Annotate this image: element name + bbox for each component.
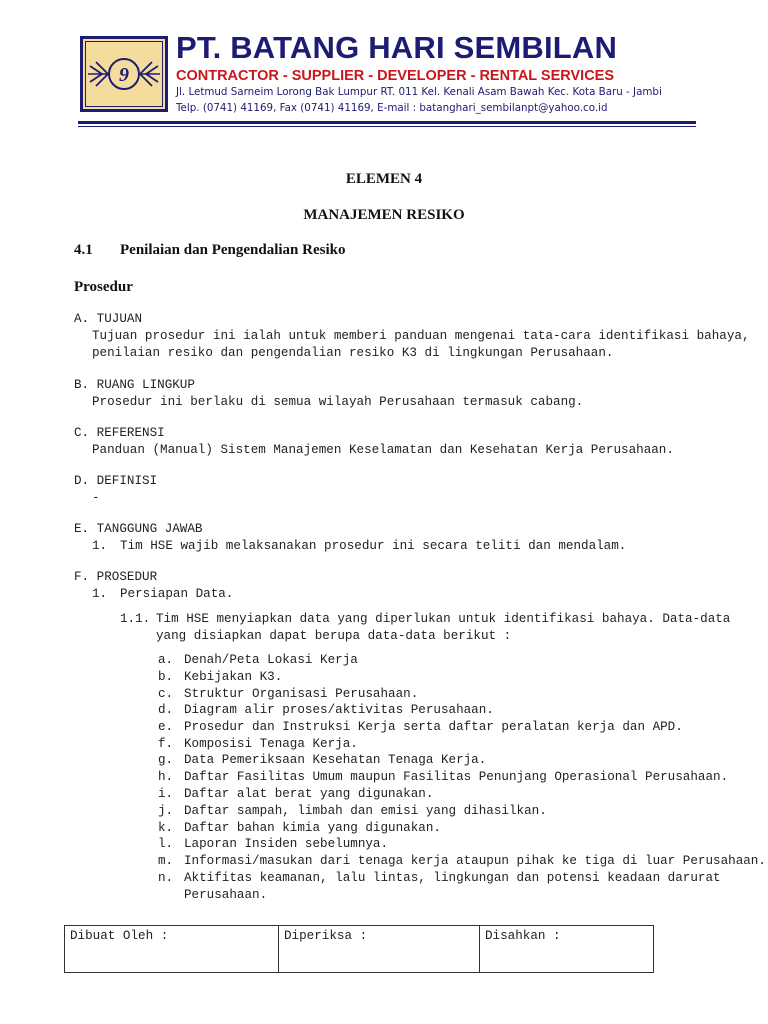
data-list-item: m. Informasi/masukan dari tenaga kerja ataupun pihak ke tiga di luar Perusahaan.	[158, 854, 766, 868]
section-e-item-text: Tim HSE wajib melaksanakan prosedur ini secara teliti dan mendalam.	[120, 539, 627, 553]
section-d-title: D. DEFINISI	[74, 474, 158, 488]
data-list-item: l. Laporan Insiden sebelumnya.	[158, 837, 389, 851]
header-rule-thick	[78, 121, 696, 124]
data-list-item: b. Kebijakan K3.	[158, 670, 283, 684]
data-list-item: g. Data Pemeriksaan Kesehatan Tenaga Kerja.	[158, 753, 487, 767]
data-list-item: e. Prosedur dan Instruksi Kerja serta daftar peralatan kerja dan APD.	[158, 720, 683, 734]
data-list-item: n. Aktifitas keamanan, lalu lintas, lingkungan dan potensi keadaan darurat	[158, 871, 721, 885]
logo-glyph: 9	[119, 64, 129, 86]
company-contact: Telp. (0741) 41169, Fax (0741) 41169, E-mail : batanghari_sembilanpt@yahoo.co.id	[176, 102, 608, 114]
section-title: Penilaian dan Pengendalian Resiko	[120, 242, 346, 258]
section-a-title: A. TUJUAN	[74, 312, 143, 326]
data-list-item: j. Daftar sampah, limbah dan emisi yang dihasilkan.	[158, 804, 547, 818]
signature-approved-by-cell[interactable]: Disahkan :	[480, 926, 654, 973]
signature-made-by-cell[interactable]: Dibuat Oleh :	[65, 926, 279, 973]
element-title: ELEMEN 4	[345, 171, 423, 187]
company-tagline: CONTRACTOR - SUPPLIER - DEVELOPER - RENTAL SERVICES	[176, 68, 615, 84]
substep-line: Tim HSE menyiapkan data yang diperlukan untuk identifikasi bahaya. Data-data	[156, 612, 731, 626]
data-list-item: d. Diagram alir proses/aktivitas Perusahaan.	[158, 703, 494, 717]
substep-line: yang disiapkan dapat berupa data-data berikut :	[156, 629, 512, 643]
section-b-title: B. RUANG LINGKUP	[74, 378, 195, 392]
section-a-line: Tujuan prosedur ini ialah untuk memberi panduan mengenai tata-cara identifikasi bahaya,	[92, 329, 750, 343]
header-rule-thin	[78, 126, 696, 127]
data-list-item: i. Daftar alat berat yang digunakan.	[158, 787, 434, 801]
section-f-title: F. PROSEDUR	[74, 570, 158, 584]
data-list-item: c. Struktur Organisasi Perusahaan.	[158, 687, 419, 701]
section-heading	[74, 242, 345, 259]
data-list-item: a. Denah/Peta Lokasi Kerja	[158, 653, 358, 667]
data-list-item: f. Komposisi Tenaga Kerja.	[158, 737, 358, 751]
data-list-item: k. Daftar bahan kimia yang digunakan.	[158, 821, 441, 835]
company-address: Jl. Letmud Sarneim Lorong Bak Lumpur RT. 011 Kel. Kenali Asam Bawah Kec. Kota Baru - Jambi	[176, 86, 662, 98]
step-number: 1.	[92, 587, 108, 601]
element-subtitle: MANAJEMEN RESIKO	[303, 207, 465, 223]
section-c-title: C. REFERENSI	[74, 426, 165, 440]
section-c-text: Panduan (Manual) Sistem Manajemen Keselamatan dan Kesehatan Kerja Perusahaan.	[92, 443, 674, 457]
section-e-title: E. TANGGUNG JAWAB	[74, 522, 203, 536]
section-e-item-number: 1.	[92, 539, 108, 553]
signature-checked-by-cell[interactable]: Diperiksa :	[279, 926, 480, 973]
section-a-line: penilaian resiko dan pengendalian resiko K3 di lingkungan Perusahaan.	[92, 346, 614, 360]
substep-number: 1.1.	[120, 612, 151, 626]
section-d-text: -	[92, 491, 100, 505]
company-name: PT. BATANG HARI SEMBILAN	[176, 30, 618, 65]
step-text: Persiapan Data.	[120, 587, 234, 601]
letterhead	[78, 28, 696, 128]
section-b-text: Prosedur ini berlaku di semua wilayah Perusahaan termasuk cabang.	[92, 395, 584, 409]
data-list-continuation: Perusahaan.	[184, 888, 268, 902]
procedure-heading: Prosedur	[74, 279, 133, 295]
section-a-text	[92, 328, 750, 362]
substep-text	[156, 611, 730, 645]
company-logo	[80, 36, 168, 112]
data-list-item: h. Daftar Fasilitas Umum maupun Fasilitas Penunjang Operasional Perusahaan.	[158, 770, 729, 784]
section-number: 4.1	[74, 242, 93, 258]
signature-table	[64, 925, 654, 973]
